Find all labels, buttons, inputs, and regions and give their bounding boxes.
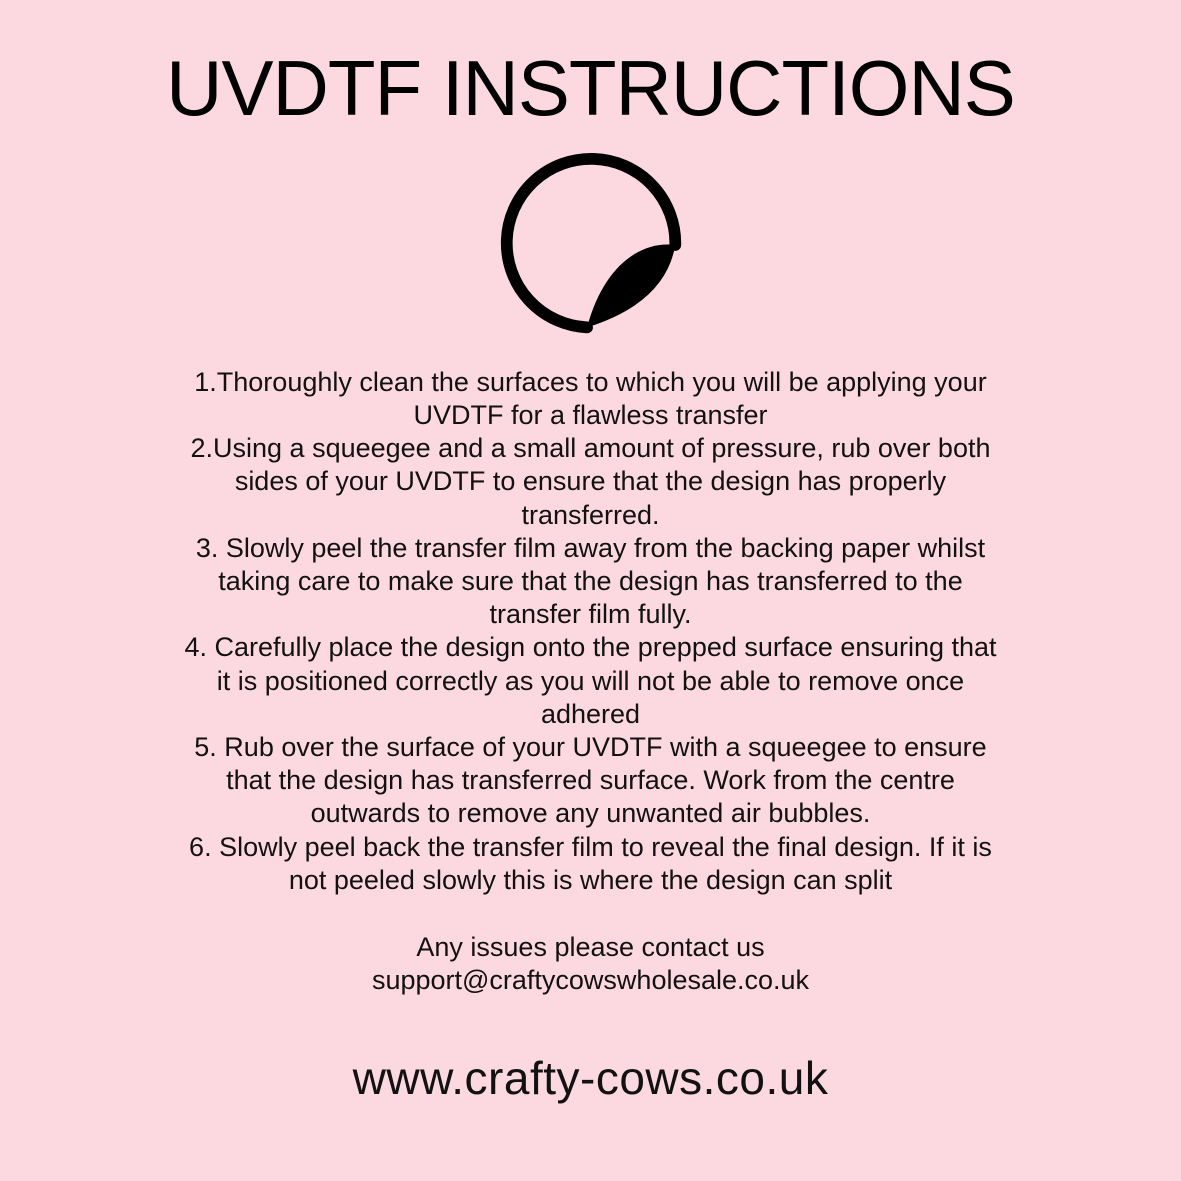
instruction-step-1: 1.Thoroughly clean the surfaces to which you will be applying your UVDTF for a flawless transfer: [194, 366, 987, 430]
instruction-step-2: 2.Using a squeegee and a small amount of pressure, rub over both sides of your UVDTF to ensure that the design has properly transferred.: [190, 433, 991, 530]
instruction-step-4: 4. Carefully place the design onto the prepped surface ensuring that it is positioned correctly as you will not be able to remove once adhered: [184, 632, 997, 729]
instruction-step-3: 3. Slowly peel the transfer film away from the backing paper whilst taking care to make sure that the design has transferred to the transfer film fully.: [195, 532, 986, 630]
instructions-list: [175, 366, 1007, 897]
page-title: UVDTF INSTRUCTIONS: [166, 44, 1015, 132]
contact-block: [0, 931, 1181, 997]
website-url: www.crafty-cows.co.uk: [352, 1052, 829, 1105]
instruction-step-6: 6. Slowly peel back the transfer film to reveal the final design. If it is not peeled slowly this is where the design can split: [189, 831, 992, 895]
contact-note: Any issues please contact us: [416, 931, 765, 962]
contact-email: support@craftycowswholesale.co.uk: [371, 965, 810, 996]
instruction-step-5: 5. Rub over the surface of your UVDTF with a squeegee to ensure that the design has transferred surface. Work from the centre outwards to remove any unwanted air bubbles.: [194, 731, 987, 829]
sticker-peel-icon: [0, 148, 1181, 344]
